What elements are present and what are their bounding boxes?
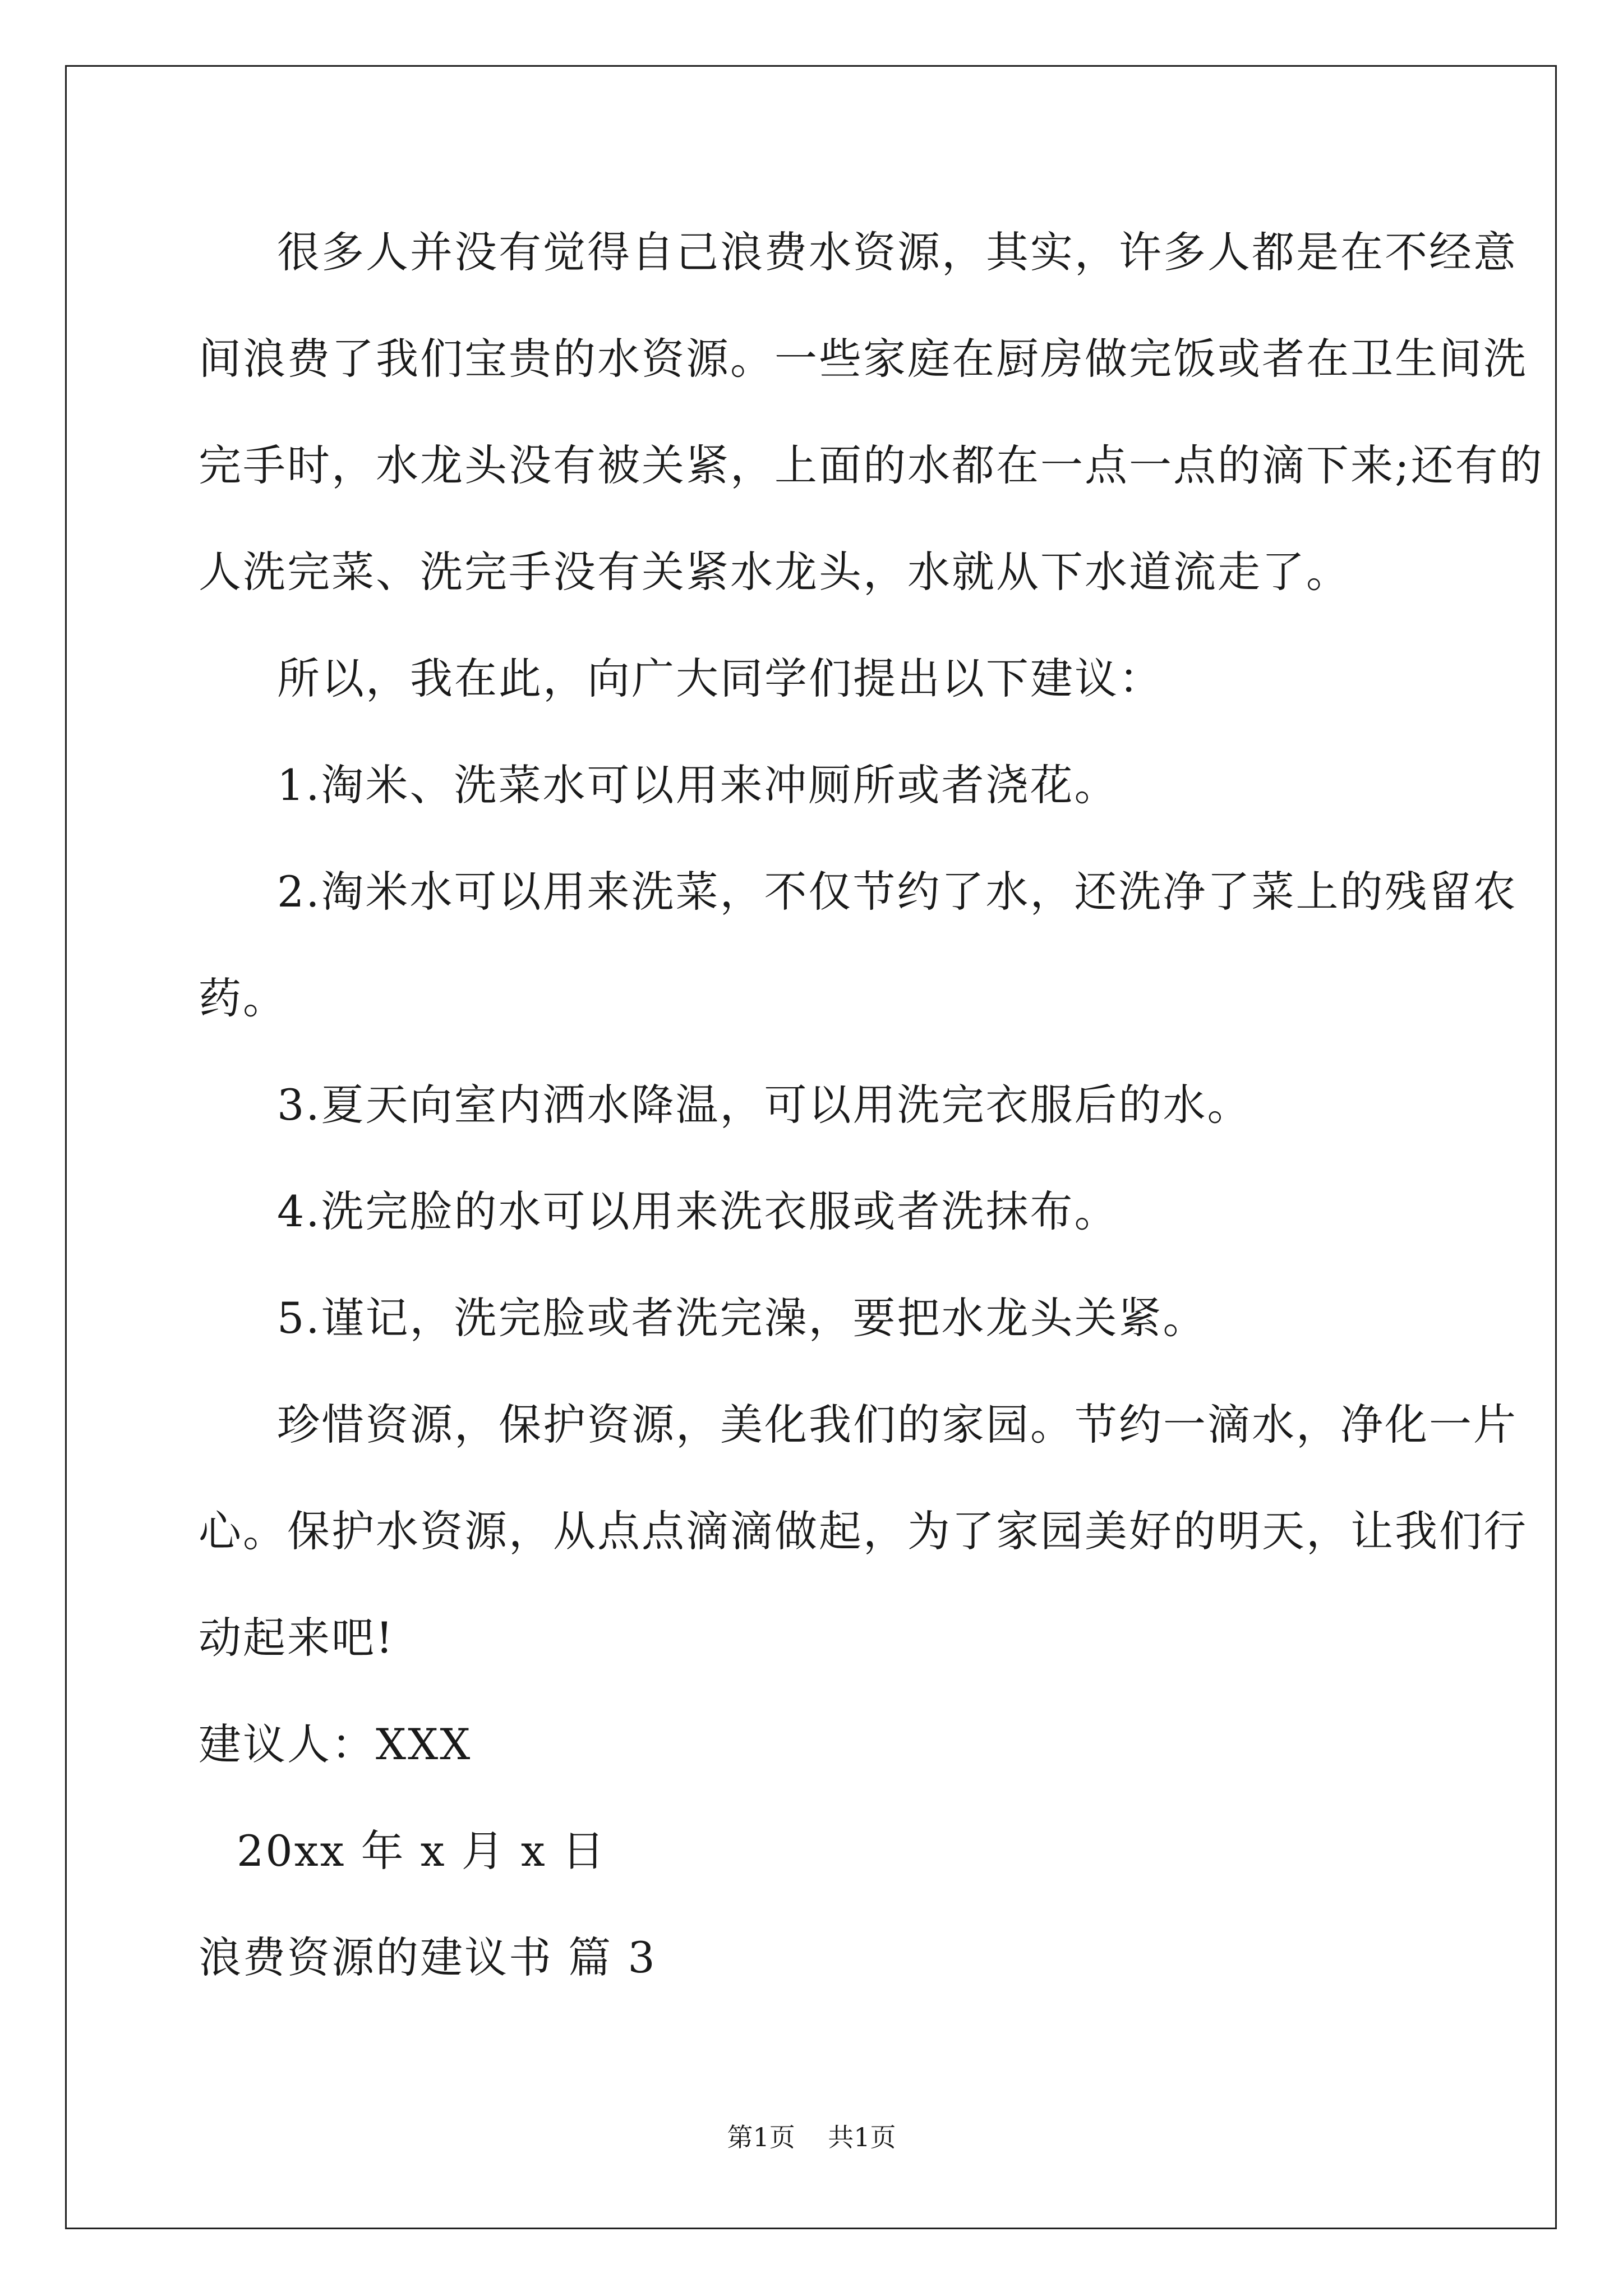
suggestion-item-4: 4.洗完脸的水可以用来洗衣服或者洗抹布。 (277, 1186, 1119, 1236)
paragraph-2: 所以，我在此，向广大同学们提出以下建议： (277, 654, 1163, 703)
signer-line: 建议人：XXX (199, 1719, 472, 1769)
paragraph-3-line-1: 珍惜资源，保护资源，美化我们的家园。节约一滴水，净化一片 (277, 1400, 1518, 1450)
date-line: 20xx 年 x 月 x 日 (237, 1826, 606, 1876)
suggestion-item-1: 1.淘米、洗菜水可以用来冲厕所或者浇花。 (277, 760, 1119, 810)
suggestion-item-2-line-1: 2.淘米水可以用来洗菜，不仅节约了水，还洗净了菜上的残留农 (277, 867, 1518, 917)
paragraph-1-line-2: 间浪费了我们宝贵的水资源。一些家庭在厨房做完饭或者在卫生间洗 (199, 334, 1528, 384)
page-number-total: 共1页 (828, 2122, 896, 2152)
paragraph-1-line-1: 很多人并没有觉得自己浪费水资源，其实，许多人都是在不经意 (277, 227, 1518, 277)
suggestion-item-2-line-2: 药。 (199, 973, 287, 1023)
page-border (65, 65, 1557, 2229)
suggestion-item-5: 5.谨记，洗完脸或者洗完澡，要把水龙头关紧。 (277, 1293, 1207, 1343)
suggestion-item-3: 3.夏天向室内洒水降温，可以用洗完衣服后的水。 (277, 1080, 1252, 1130)
paragraph-1-line-3: 完手时，水龙头没有被关紧，上面的水都在一点一点的滴下来;还有的 (199, 440, 1544, 490)
paragraph-3-line-3: 动起来吧! (199, 1613, 395, 1663)
paragraph-3-line-2: 心。保护水资源，从点点滴滴做起，为了家园美好的明天，让我们行 (199, 1506, 1528, 1556)
next-section-title: 浪费资源的建议书 篇 3 (199, 1932, 657, 1982)
page-footer (0, 2120, 1623, 2154)
page-number-current: 第1页 (727, 2122, 795, 2152)
paragraph-1-line-4: 人洗完菜、洗完手没有关紧水龙头，水就从下水道流走了。 (199, 547, 1350, 597)
